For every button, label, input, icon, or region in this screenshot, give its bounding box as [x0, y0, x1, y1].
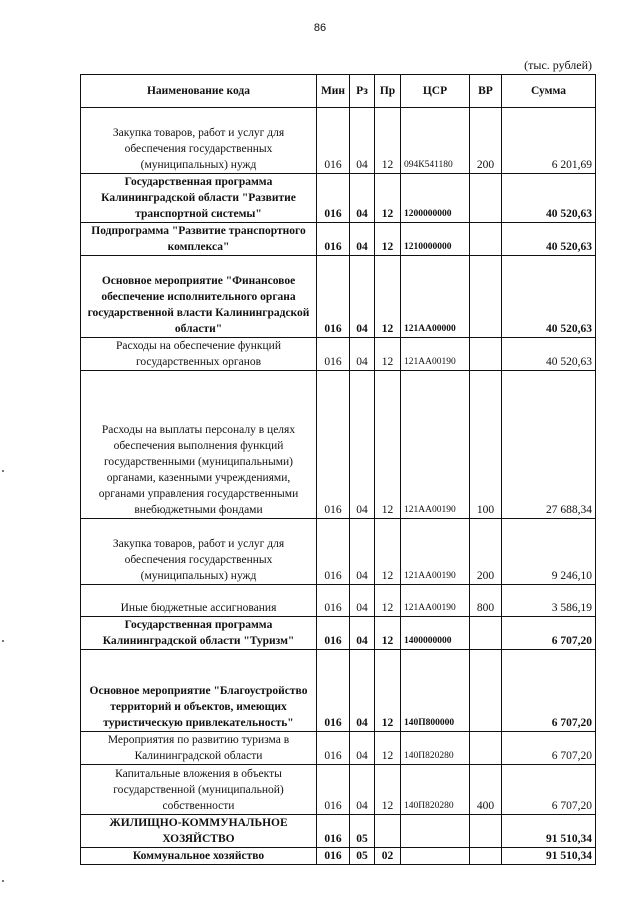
header-vr: ВР	[470, 75, 502, 108]
cell-vr	[470, 650, 502, 732]
cell-min: 016	[317, 338, 350, 371]
cell-pr: 12	[375, 223, 401, 256]
cell-pr: 12	[375, 585, 401, 617]
table-row	[81, 617, 596, 650]
cell-pr: 12	[375, 256, 401, 338]
table-row	[81, 848, 596, 865]
cell-name: Государственная программа Калининградской области "Туризм"	[81, 617, 317, 650]
table-row	[81, 256, 596, 338]
cell-vr	[470, 223, 502, 256]
cell-name: Закупка товаров, работ и услуг для обеспечения государственных (муниципальных) нужд	[81, 108, 317, 174]
cell-pr: 12	[375, 371, 401, 519]
cell-csr: 121АА00190	[401, 519, 470, 585]
cell-pr: 12	[375, 732, 401, 765]
table-row	[81, 223, 596, 256]
cell-min: 016	[317, 223, 350, 256]
cell-min: 016	[317, 174, 350, 223]
header-sum: Сумма	[502, 75, 596, 108]
cell-csr: 1400000000	[401, 617, 470, 650]
cell-name: Расходы на выплаты персоналу в целях обеспечения выполнения функций государственными (муниципальными) органами, казенными учреждениями, органами управления государственными внебюджетными фондами	[81, 371, 317, 519]
cell-rz: 05	[350, 815, 375, 848]
cell-min: 016	[317, 617, 350, 650]
cell-sum: 40 520,63	[502, 174, 596, 223]
cell-name: ЖИЛИЩНО-КОММУНАЛЬНОЕ ХОЗЯЙСТВО	[81, 815, 317, 848]
table-body	[81, 108, 596, 865]
table-row	[81, 585, 596, 617]
cell-rz: 04	[350, 338, 375, 371]
cell-csr: 140П800000	[401, 650, 470, 732]
cell-pr: 12	[375, 519, 401, 585]
cell-min: 016	[317, 256, 350, 338]
cell-pr: 12	[375, 174, 401, 223]
header-rz: Рз	[350, 75, 375, 108]
cell-rz: 04	[350, 371, 375, 519]
cell-sum: 6 707,20	[502, 732, 596, 765]
unit-label: (тыс. рублей)	[524, 58, 592, 72]
cell-vr: 100	[470, 371, 502, 519]
cell-sum: 91 510,34	[502, 815, 596, 848]
cell-name: Расходы на обеспечение функций государственных органов	[81, 338, 317, 371]
cell-csr: 1210000000	[401, 223, 470, 256]
cell-sum: 40 520,63	[502, 256, 596, 338]
margin-mark	[2, 640, 4, 642]
cell-vr	[470, 732, 502, 765]
cell-csr: 1200000000	[401, 174, 470, 223]
margin-mark	[2, 470, 4, 472]
cell-sum: 6 707,20	[502, 765, 596, 815]
cell-sum: 91 510,34	[502, 848, 596, 865]
cell-min: 016	[317, 848, 350, 865]
cell-sum: 27 688,34	[502, 371, 596, 519]
header-min: Мин	[317, 75, 350, 108]
table-row	[81, 174, 596, 223]
cell-vr	[470, 174, 502, 223]
cell-sum: 6 201,69	[502, 108, 596, 174]
header-name: Наименование кода	[81, 75, 317, 108]
cell-name: Капитальные вложения в объекты государственной (муниципальной) собственности	[81, 765, 317, 815]
table-row	[81, 732, 596, 765]
cell-vr: 200	[470, 108, 502, 174]
cell-sum: 40 520,63	[502, 338, 596, 371]
cell-min: 016	[317, 519, 350, 585]
cell-min: 016	[317, 650, 350, 732]
cell-pr: 12	[375, 108, 401, 174]
cell-rz: 04	[350, 108, 375, 174]
margin-mark	[2, 880, 4, 882]
cell-pr: 12	[375, 338, 401, 371]
table-row	[81, 519, 596, 585]
cell-name: Основное мероприятие "Финансовое обеспечение исполнительного органа государственной власти Калининградской области"	[81, 256, 317, 338]
cell-vr	[470, 617, 502, 650]
cell-name: Основное мероприятие "Благоустройство территорий и объектов, имеющих туристическую привлекательность"	[81, 650, 317, 732]
cell-sum: 40 520,63	[502, 223, 596, 256]
cell-vr: 200	[470, 519, 502, 585]
cell-csr	[401, 815, 470, 848]
cell-rz: 04	[350, 519, 375, 585]
table-row	[81, 108, 596, 174]
cell-name: Коммунальное хозяйство	[81, 848, 317, 865]
table-row	[81, 815, 596, 848]
table-row	[81, 338, 596, 371]
cell-rz: 04	[350, 650, 375, 732]
cell-vr: 400	[470, 765, 502, 815]
cell-csr: 140П820280	[401, 765, 470, 815]
cell-pr: 12	[375, 765, 401, 815]
table-row	[81, 765, 596, 815]
cell-rz: 04	[350, 256, 375, 338]
cell-sum: 6 707,20	[502, 617, 596, 650]
cell-min: 016	[317, 815, 350, 848]
cell-vr: 800	[470, 585, 502, 617]
cell-csr: 121АА00190	[401, 585, 470, 617]
cell-name: Мероприятия по развитию туризма в Калининградской области	[81, 732, 317, 765]
cell-csr	[401, 848, 470, 865]
cell-pr: 12	[375, 617, 401, 650]
cell-pr	[375, 815, 401, 848]
cell-csr: 121АА00000	[401, 256, 470, 338]
cell-rz: 04	[350, 585, 375, 617]
cell-vr	[470, 338, 502, 371]
cell-rz: 04	[350, 174, 375, 223]
cell-sum: 3 586,19	[502, 585, 596, 617]
cell-name: Государственная программа Калининградской области "Развитие транспортной системы"	[81, 174, 317, 223]
cell-name: Иные бюджетные ассигнования	[81, 585, 317, 617]
table-row	[81, 650, 596, 732]
cell-name: Подпрограмма "Развитие транспортного комплекса"	[81, 223, 317, 256]
cell-vr	[470, 256, 502, 338]
page-number: 86	[313, 22, 327, 34]
cell-sum: 9 246,10	[502, 519, 596, 585]
cell-pr: 12	[375, 650, 401, 732]
table-row	[81, 371, 596, 519]
cell-csr: 121АА00190	[401, 338, 470, 371]
cell-csr: 094К541180	[401, 108, 470, 174]
cell-rz: 04	[350, 765, 375, 815]
cell-vr	[470, 848, 502, 865]
header-pr: Пр	[375, 75, 401, 108]
cell-min: 016	[317, 765, 350, 815]
header-csr: ЦСР	[401, 75, 470, 108]
cell-csr: 140П820280	[401, 732, 470, 765]
cell-min: 016	[317, 585, 350, 617]
cell-rz: 05	[350, 848, 375, 865]
cell-rz: 04	[350, 732, 375, 765]
cell-min: 016	[317, 371, 350, 519]
cell-min: 016	[317, 108, 350, 174]
cell-rz: 04	[350, 223, 375, 256]
cell-sum: 6 707,20	[502, 650, 596, 732]
cell-vr	[470, 815, 502, 848]
cell-name: Закупка товаров, работ и услуг для обеспечения государственных (муниципальных) нужд	[81, 519, 317, 585]
budget-table	[80, 74, 596, 865]
cell-rz: 04	[350, 617, 375, 650]
table-header-row	[81, 75, 596, 108]
cell-pr: 02	[375, 848, 401, 865]
cell-min: 016	[317, 732, 350, 765]
cell-csr: 121АА00190	[401, 371, 470, 519]
